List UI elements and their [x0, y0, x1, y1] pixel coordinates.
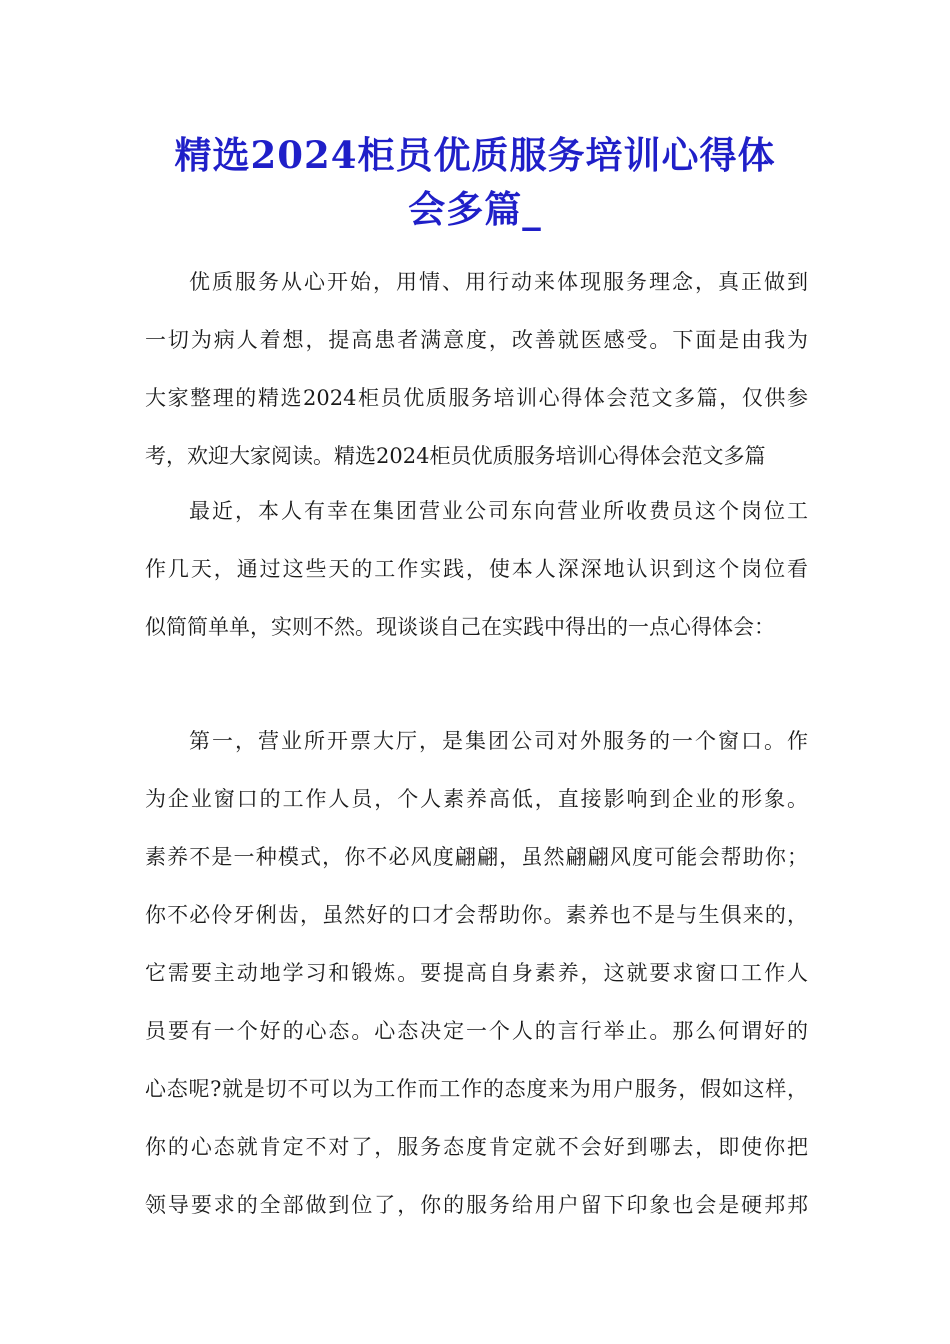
- paragraph-line: 为企业窗口的工作人员，个人素养高低，直接影响到企业的形象。: [145, 787, 808, 811]
- paragraph-line: 员要有一个好的心态。心态决定一个人的言行举止。那么何谓好的: [145, 1019, 808, 1043]
- paragraph-line: 第一，营业所开票大厅，是集团公司对外服务的一个窗口。作: [189, 729, 808, 753]
- paragraph-line: 考，欢迎大家阅读。精选2024柜员优质服务培训心得体会范文多篇: [145, 444, 766, 468]
- paragraph-line: 素养不是一种模式，你不必风度翩翩，虽然翩翩风度可能会帮助你；: [145, 845, 808, 869]
- paragraph-experience: [145, 482, 808, 656]
- paragraph-line: 你不必伶牙俐齿，虽然好的口才会帮助你。素养也不是与生俱来的，: [145, 903, 808, 927]
- paragraph-line: 心态呢?就是切不可以为工作而工作的态度来为用户服务，假如这样，: [145, 1077, 808, 1101]
- document-title: [140, 128, 810, 236]
- paragraph-line: 优质服务从心开始，用情、用行动来体现服务理念，真正做到: [189, 270, 808, 294]
- paragraph-line: 最近，本人有幸在集团营业公司东向营业所收费员这个岗位工: [189, 499, 808, 523]
- title-line: 精选2024柜员优质服务培训心得体: [174, 133, 776, 177]
- title-line: 会多篇_: [408, 187, 542, 231]
- paragraph-line: 你的心态就肯定不对了，服务态度肯定就不会好到哪去，即使你把: [145, 1135, 808, 1159]
- paragraph-line: 作几天，通过这些天的工作实践，使本人深深地认识到这个岗位看: [145, 557, 808, 581]
- paragraph-line: 一切为病人着想，提高患者满意度，改善就医感受。下面是由我为: [145, 328, 808, 352]
- paragraph-line: 似简简单单，实则不然。现谈谈自己在实践中得出的一点心得体会：: [145, 615, 775, 639]
- paragraph-line: 它需要主动地学习和锻炼。要提高自身素养，这就要求窗口工作人: [145, 961, 808, 985]
- paragraph-point-one: [145, 712, 808, 1234]
- paragraph-intro: [145, 253, 808, 485]
- paragraph-line: 大家整理的精选2024柜员优质服务培训心得体会范文多篇，仅供参: [145, 386, 808, 410]
- paragraph-line: 领导要求的全部做到位了，你的服务给用户留下印象也会是硬邦邦: [145, 1193, 808, 1217]
